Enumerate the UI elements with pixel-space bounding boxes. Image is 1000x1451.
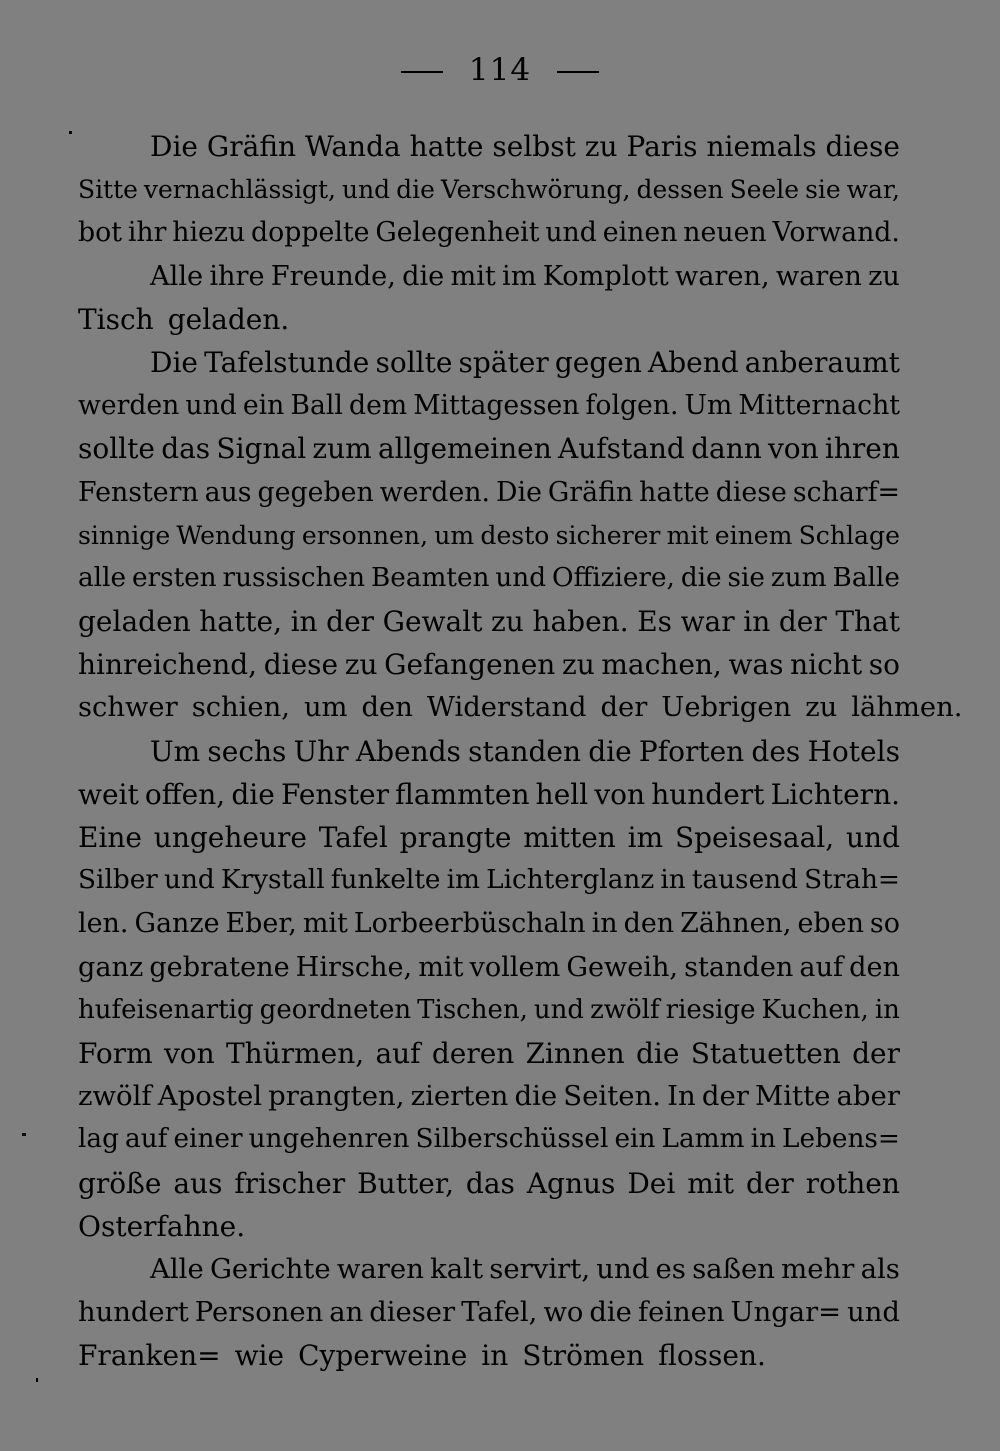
word: Balle [832, 562, 900, 593]
word: der [852, 1036, 900, 1070]
word: Um [150, 734, 201, 768]
scan-speck [36, 1378, 38, 1382]
word: ersonnen, [301, 520, 429, 550]
word: hinreichend, [78, 648, 258, 682]
word: war, [846, 175, 900, 205]
word: haben. [532, 605, 629, 639]
word: mit [418, 951, 464, 983]
word: Tafel [318, 821, 388, 854]
word: an [329, 1297, 364, 1329]
word: Speisesaal, [674, 821, 835, 854]
word: Apostel [157, 1080, 263, 1113]
word: Aufstand [557, 432, 685, 466]
word: wo [543, 1297, 584, 1329]
word: alle [78, 562, 127, 593]
text-line [78, 1118, 900, 1161]
word: Paris [626, 130, 698, 163]
word: in [743, 605, 771, 639]
word: Die [150, 130, 198, 163]
word: zwölf [590, 994, 660, 1025]
word: offen, [144, 777, 226, 811]
word: Silberschüssel [415, 1124, 609, 1155]
word: der [778, 605, 827, 639]
word: hiezu [172, 217, 246, 249]
word: ein [242, 390, 285, 422]
word: Tischen, [417, 994, 528, 1025]
word: scharf= [792, 476, 900, 508]
word: sechs [207, 734, 287, 768]
text-line [78, 211, 900, 254]
word: rothen [805, 1166, 900, 1200]
word: diese [825, 130, 900, 163]
word: gebratene [149, 951, 290, 983]
page-number-header [0, 52, 1000, 88]
word: zum [312, 432, 372, 466]
word: Gelegenheit [375, 217, 540, 249]
word: Verschwörung, [440, 175, 631, 205]
text-line [78, 341, 900, 384]
text-body [78, 125, 963, 1377]
word: Gerichte [209, 1252, 331, 1285]
word: Krystall [220, 865, 325, 896]
word: Schlage [798, 520, 900, 550]
word: Tafelstunde [204, 345, 370, 379]
word: ganz [78, 951, 144, 983]
word: Zähnen, [680, 908, 792, 940]
word: selbst [492, 130, 576, 163]
word: Butter, [357, 1166, 454, 1200]
paragraph-5 [78, 1248, 900, 1378]
word: schwer [78, 692, 178, 724]
text-line [78, 1205, 900, 1248]
word: aus [173, 1166, 223, 1200]
word: waren [336, 1252, 424, 1285]
word: standen [684, 951, 794, 983]
word: dessen [636, 175, 724, 205]
word: größe [78, 1166, 162, 1200]
word: auf [375, 1036, 421, 1070]
word: der [326, 605, 375, 639]
word: einen [602, 217, 678, 249]
word: Ball [290, 390, 343, 422]
word: sinnige [78, 520, 171, 550]
word: sie [805, 175, 841, 205]
word: es [655, 1252, 686, 1285]
word: diese [715, 476, 787, 508]
word: Seiten. [563, 1080, 662, 1113]
word: um [434, 520, 475, 550]
word: Agnus [526, 1166, 616, 1200]
word: Die [496, 476, 542, 508]
text-line [78, 1162, 900, 1205]
word: lag [78, 1124, 119, 1155]
word: und [533, 994, 585, 1025]
word: in [290, 605, 318, 639]
word: Hirsche, [295, 951, 413, 983]
word: Mittagessen [413, 390, 580, 422]
word: und [596, 1252, 650, 1285]
word: funkelte [330, 865, 441, 896]
word: Komplott [542, 260, 669, 292]
word: vollem [469, 951, 561, 983]
word: Wendung [176, 520, 296, 550]
page-number: 114 [468, 52, 532, 88]
word: dann [691, 432, 762, 466]
text-line [78, 427, 900, 470]
word: ihre [209, 260, 265, 292]
word: machen, [601, 648, 722, 682]
word: Form [78, 1036, 153, 1070]
word: Gräfin [547, 476, 634, 508]
word: hatte [639, 476, 710, 508]
word: der [701, 1080, 749, 1113]
word: Ganze [134, 908, 220, 940]
word: Abends [355, 734, 461, 768]
word: zierten [410, 1080, 509, 1113]
text-line [78, 1032, 900, 1075]
word: Die [150, 345, 198, 379]
word: ersten [131, 562, 217, 593]
word: hundert [651, 777, 765, 811]
word: die [514, 1080, 558, 1113]
word: Sitte [78, 175, 138, 205]
word: geladen. [167, 302, 290, 336]
word: und [845, 821, 900, 854]
word: ungehenren [248, 1124, 410, 1155]
word: hundert [78, 1297, 189, 1329]
word: im [446, 865, 480, 896]
word: zwölf [78, 1080, 152, 1113]
word: neuen [683, 217, 767, 249]
text-line [78, 557, 900, 600]
word: servirt, [489, 1252, 591, 1285]
word: einem [714, 520, 793, 550]
word: der [600, 692, 648, 724]
word: That [835, 605, 900, 639]
word: in [481, 1339, 509, 1373]
word: flossen. [658, 1339, 766, 1373]
word: den [361, 692, 413, 724]
word: Seele [729, 175, 800, 205]
word: vernachlässigt, [143, 175, 336, 205]
word: dem [349, 390, 408, 422]
word: die [402, 260, 445, 292]
right-dash [557, 71, 599, 73]
word: Dei [627, 1166, 676, 1200]
word: Cyperweine [298, 1339, 468, 1373]
word: im [627, 821, 664, 854]
word: waren, [674, 260, 770, 292]
word: lähmen. [851, 692, 963, 724]
left-dash [401, 71, 443, 73]
word: geladen [78, 605, 191, 639]
word: gegen [554, 345, 642, 379]
word: die [589, 1297, 632, 1329]
word: dieser [369, 1297, 456, 1329]
text-line [78, 255, 900, 298]
text-line [78, 471, 900, 514]
word: Offiziere, [551, 562, 675, 593]
word: folgen. [585, 390, 679, 422]
text-line [78, 298, 900, 341]
word: die [231, 777, 275, 811]
word: einer [173, 1124, 243, 1155]
word: sollte [375, 345, 453, 379]
word: Alle [150, 1252, 204, 1285]
word: Lorbeerbüschaln [353, 908, 586, 940]
word: im [502, 260, 537, 292]
word: auf [125, 1124, 168, 1155]
word: standen [468, 734, 581, 768]
word: riesige [665, 994, 756, 1025]
word: Lamm [661, 1124, 745, 1155]
word: werden [78, 390, 180, 422]
word: hufeisenartig [78, 994, 254, 1025]
word: anberaumt [744, 345, 900, 379]
word: des [751, 734, 801, 768]
word: Uebrigen [661, 692, 792, 724]
word: gegeben [257, 476, 374, 508]
word: Signal [216, 432, 307, 466]
word: Osterfahne. [78, 1209, 246, 1243]
word: in [874, 994, 900, 1025]
scan-speck [69, 131, 72, 134]
word: Uhr [293, 734, 349, 768]
word: Lichtern. [770, 777, 900, 811]
word: feinen [637, 1297, 725, 1329]
word: Eber, [225, 908, 297, 940]
word: von [594, 777, 646, 811]
word: Abend [648, 345, 739, 379]
text-line [78, 384, 900, 427]
scan-speck [22, 1133, 26, 1136]
paragraph-2 [78, 255, 900, 341]
word: als [860, 1252, 900, 1285]
word: und [185, 390, 237, 422]
paragraph-3 [78, 341, 963, 730]
word: zu [805, 692, 838, 724]
word: zu [561, 648, 595, 682]
word: Tisch [78, 302, 154, 336]
word: flammten [395, 777, 530, 811]
word: Lichterglanz [486, 865, 655, 896]
word: In [667, 1080, 696, 1113]
word: waren [775, 260, 862, 292]
word: deren [431, 1036, 515, 1070]
word: Ungar= [730, 1297, 842, 1329]
word: bot [78, 217, 122, 249]
word: Thürmen, [225, 1036, 365, 1070]
word: später [458, 345, 549, 379]
word: und [545, 217, 597, 249]
word: hatte, [199, 605, 282, 639]
word: Vorwand. [772, 217, 900, 249]
word: zu [344, 648, 378, 682]
word: zu [868, 260, 900, 292]
text-line [78, 989, 900, 1032]
word: sie [727, 562, 765, 593]
text-line [78, 168, 900, 211]
word: frischer [234, 1166, 346, 1200]
word: die [396, 175, 435, 205]
text-line [78, 730, 900, 773]
word: den [849, 951, 900, 983]
word: Gefangenen [384, 648, 556, 682]
word: Franken= [78, 1339, 221, 1373]
word: Statuetten [690, 1036, 841, 1070]
text-line [78, 1291, 900, 1334]
word: in [750, 1124, 776, 1155]
word: Beamten [370, 562, 490, 593]
word: niemals [706, 130, 817, 163]
word: prangte [399, 821, 512, 854]
text-line [78, 773, 900, 816]
word: in [591, 908, 618, 940]
word: Es [637, 605, 672, 639]
word: desto [480, 520, 550, 550]
word: und [342, 175, 391, 205]
word: Fenstern [78, 476, 199, 508]
word: nicht [790, 648, 863, 682]
word: Lebens= [782, 1124, 900, 1155]
word: werden. [379, 476, 491, 508]
word: Silber [78, 865, 158, 896]
word: Kuchen, [761, 994, 869, 1025]
text-line [78, 1075, 900, 1118]
word: tausend [691, 865, 798, 896]
text-line [78, 902, 900, 945]
paragraph-1 [78, 125, 900, 255]
text-line [78, 1248, 900, 1291]
word: Eine [78, 821, 142, 854]
word: Tafel, [461, 1297, 538, 1329]
word: der [745, 1166, 794, 1200]
word: doppelte [251, 217, 370, 249]
word: zu [491, 605, 524, 639]
word: sicherer [555, 520, 661, 550]
word: und [847, 1297, 900, 1329]
text-line [78, 1334, 900, 1377]
word: das [161, 432, 211, 466]
word: weit [78, 777, 139, 811]
word: die [680, 562, 722, 593]
text-line [78, 816, 900, 859]
word: ungeheure [153, 821, 307, 854]
word: schien, [191, 692, 290, 724]
text-line [78, 859, 900, 902]
word: von [163, 1036, 215, 1070]
word: in [660, 865, 686, 896]
word: hatte [409, 130, 484, 163]
word: Freunde, [270, 260, 396, 292]
word: die [635, 1036, 680, 1070]
text-line [78, 686, 963, 729]
word: zu [584, 130, 618, 163]
text-line [78, 514, 900, 557]
word: Zinnen [525, 1036, 625, 1070]
word: eben [797, 908, 864, 940]
paragraph-4 [78, 730, 900, 1248]
word: mit [302, 908, 348, 940]
word: sollte [78, 432, 155, 466]
word: Hotels [807, 734, 900, 768]
word: prangten, [268, 1080, 405, 1113]
word: mit [666, 520, 709, 550]
word: zum [770, 562, 827, 593]
word: die [588, 734, 632, 768]
word: len. [78, 908, 129, 940]
word: war [680, 605, 735, 639]
word: Personen [194, 1297, 324, 1329]
word: geordneten [259, 994, 412, 1025]
word: Geweih, [566, 951, 679, 983]
word: mitten [523, 821, 616, 854]
word: aus [204, 476, 252, 508]
word: auf [799, 951, 844, 983]
word: aber [836, 1080, 900, 1113]
word: das [465, 1166, 515, 1200]
word: mit [687, 1166, 735, 1200]
word: kalt [430, 1252, 484, 1285]
word: Strah= [804, 865, 900, 896]
word: Strömen [522, 1339, 645, 1373]
word: Gräfin [206, 130, 297, 163]
word: Fenster [280, 777, 390, 811]
word: Gewalt [382, 605, 483, 639]
word: was [728, 648, 784, 682]
word: so [869, 908, 900, 940]
word: Alle [150, 260, 204, 292]
word: und [164, 865, 215, 896]
word: mehr [781, 1252, 855, 1285]
word: Wanda [305, 130, 401, 163]
word: Um [684, 390, 733, 422]
word: mit [450, 260, 496, 292]
word: Pforten [638, 734, 745, 768]
word: saßen [692, 1252, 775, 1285]
word: ihren [824, 432, 900, 466]
word: diese [263, 648, 339, 682]
text-line [78, 600, 900, 643]
text-line [78, 643, 900, 686]
word: und [495, 562, 547, 593]
word: hell [535, 777, 589, 811]
word: Mitternacht [738, 390, 900, 422]
word: ein [614, 1124, 656, 1155]
text-line [78, 125, 900, 168]
word: ihr [127, 217, 167, 249]
word: von [767, 432, 819, 466]
text-line [78, 946, 900, 989]
word: wie [234, 1339, 285, 1373]
word: um [303, 692, 348, 724]
word: russischen [222, 562, 366, 593]
word: so [868, 648, 900, 682]
word: Widerstand [426, 692, 587, 724]
word: Mitte [755, 1080, 831, 1113]
word: allgemeinen [377, 432, 552, 466]
word: den [623, 908, 675, 940]
